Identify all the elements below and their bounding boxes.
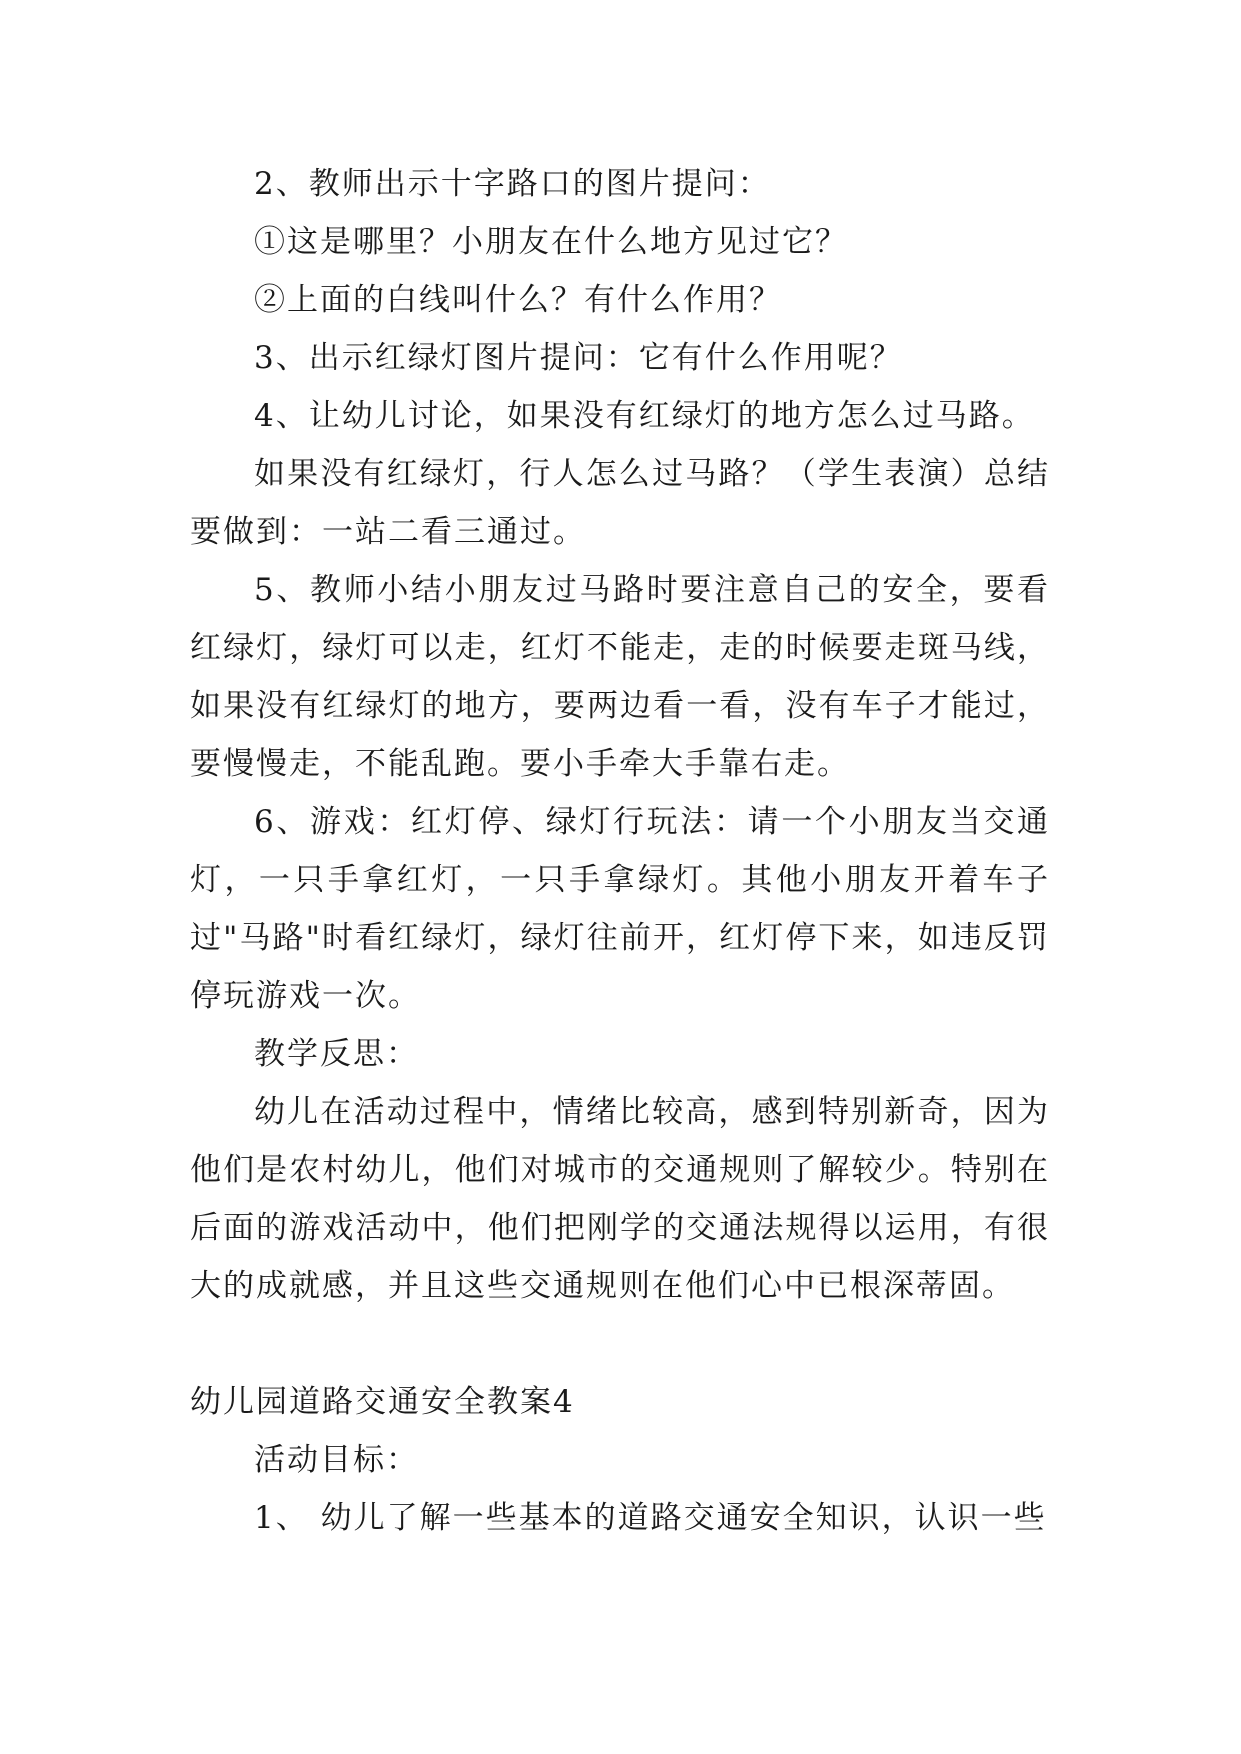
paragraph-step-5: 5、教师小结小朋友过马路时要注意自己的安全，要看红绿灯，绿灯可以走，红灯不能走，走的时候要走斑马线，如果没有红绿灯的地方，要两边看一看，没有车子才能过，要慢慢走，不能乱跑。要小手牵大手靠右走。	[190, 572, 1050, 782]
paragraph-objectives-heading: 活动目标：	[254, 1442, 419, 1478]
paragraph-question-1: ①这是哪里？小朋友在什么地方见过它？	[254, 224, 848, 260]
paragraph-step-4: 4、让幼儿讨论，如果没有红绿灯的地方怎么过马路。	[254, 398, 1035, 434]
section-title: 幼儿园道路交通安全教案4	[190, 1384, 575, 1420]
paragraph-reflection-body: 幼儿在活动过程中，情绪比较高，感到特别新奇，因为他们是农村幼儿，他们对城市的交通规则了解较少。特别在后面的游戏活动中，他们把刚学的交通法规得以运用，有很大的成就感，并且这些交通规则在他们心中已根深蒂固。	[190, 1094, 1050, 1304]
paragraph-reflection-heading: 教学反思：	[254, 1036, 419, 1072]
paragraph-step-6-game: 6、游戏：红灯停、绿灯行玩法：请一个小朋友当交通灯，一只手拿红灯，一只手拿绿灯。其他小朋友开着车子过"马路"时看红绿灯，绿灯往前开，红灯停下来，如违反罚停玩游戏一次。	[190, 804, 1050, 1014]
document-body	[190, 155, 1050, 1547]
paragraph-objective-1: 1、 幼儿了解一些基本的道路交通安全知识，认识一些	[254, 1500, 1047, 1536]
paragraph-step-2: 2、教师出示十字路口的图片提问：	[254, 166, 771, 202]
paragraph-question-2: ②上面的白线叫什么？有什么作用？	[254, 282, 782, 318]
paragraph-crossing-summary: 如果没有红绿灯，行人怎么过马路？（学生表演）总结要做到：一站二看三通过。	[190, 456, 1050, 550]
paragraph-step-3: 3、出示红绿灯图片提问：它有什么作用呢？	[254, 340, 903, 376]
